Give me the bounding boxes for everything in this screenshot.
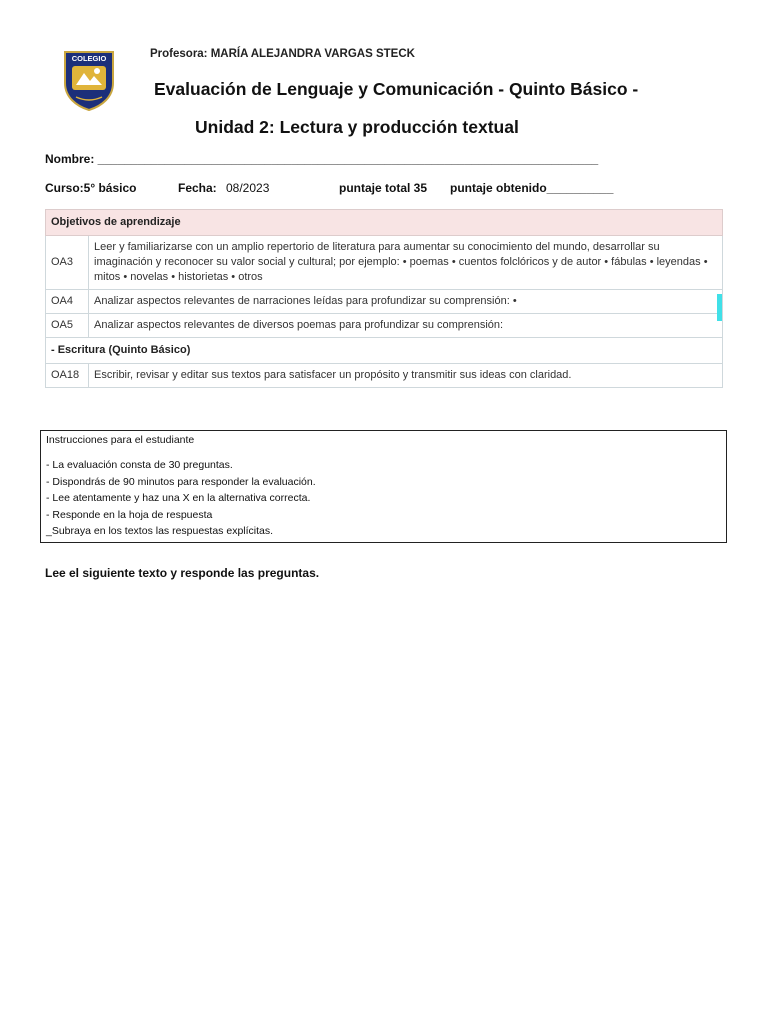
instructions-box [40,430,727,543]
logo-text: COLEGIO [71,54,107,63]
course-label: Curso:5° básico [45,181,137,195]
school-logo [62,49,116,111]
instruction-line: - Responde en la hoja de respuesta [46,508,213,521]
objective-text: Analizar aspectos relevantes de diversos poemas para profundizar su comprensión: [89,314,723,338]
teacher-name: Profesora: MARÍA ALEJANDRA VARGAS STECK [150,48,415,60]
obtained-score: puntaje obtenido__________ [450,181,614,195]
page-subtitle: Unidad 2: Lectura y producción textual [195,117,519,137]
table-row [46,236,723,290]
objectives-header-row [46,210,723,236]
instruction-line: - Lee atentamente y haz una X en la alternativa correcta. [46,492,311,504]
instructions-heading: Instrucciones para el estudiante [46,434,195,446]
objective-text: Escribir, revisar y editar sus textos para satisfacer un propósito y transmitir sus ideas con claridad. [89,364,723,388]
objective-code: OA18 [46,364,89,388]
section-row [46,338,723,364]
instruction-line: - Dispondrás de 90 minutos para responder la evaluación. [46,475,316,488]
total-score: puntaje total 35 [339,181,428,195]
objective-text: Analizar aspectos relevantes de narraciones leídas para profundizar su comprensión: • [89,290,723,314]
objective-code: OA4 [46,290,89,314]
objective-text: Leer y familiarizarse con un amplio repertorio de literatura para aumentar su conocimiento del mundo, desarrollar su imaginación y reconocer su valor social y cultural; por ejemplo: • poemas • cuentos folclóricos y de autor • fábulas • leyendas • mitos • novelas • historietas • otros [89,236,723,290]
instruction-line: _Subraya en los textos las respuestas explícitas. [46,525,274,537]
objective-code: OA5 [46,314,89,338]
instruction-line: - La evaluación consta de 30 preguntas. [46,459,233,471]
table-row [46,314,723,338]
objectives-heading: Objetivos de aprendizaje [46,210,723,236]
table-row [46,290,723,314]
date-value: 08/2023 [226,181,270,195]
cell-accent-marker [717,294,722,321]
reading-prompt: Lee el siguiente texto y responde las preguntas. [45,566,320,580]
date-label: Fecha: [178,181,217,195]
objective-code: OA3 [46,236,89,290]
table-row [46,364,723,388]
objectives-table [45,209,723,388]
page-title: Evaluación de Lenguaje y Comunicación - Quinto Básico - [154,79,639,99]
section-heading: - Escritura (Quinto Básico) [46,338,723,364]
name-field: Nombre: ___________________________________________________________________________ [45,152,599,166]
